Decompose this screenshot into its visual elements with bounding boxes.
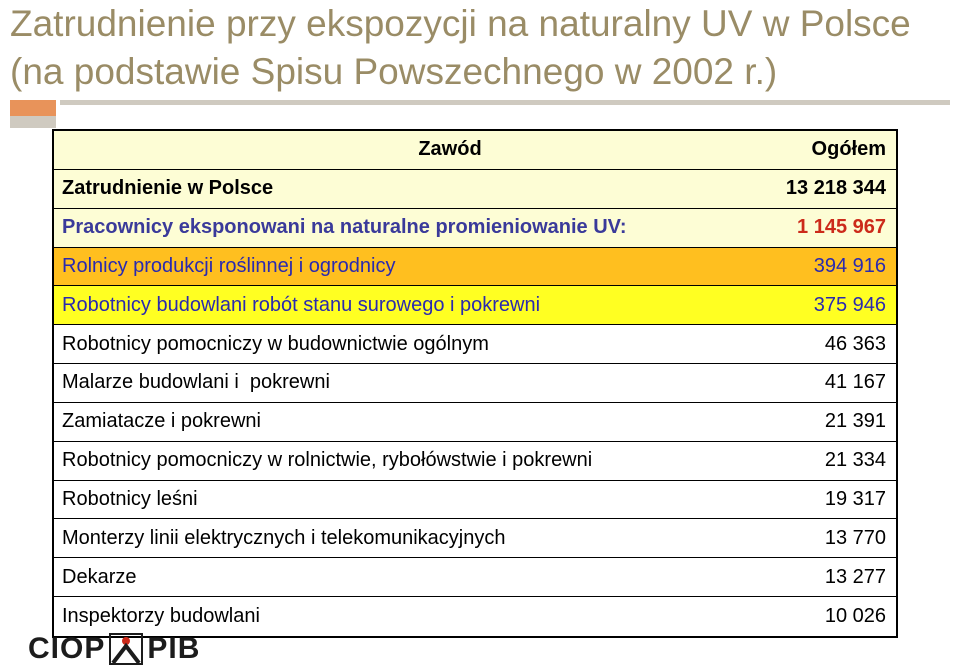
row-label: Robotnicy pomocniczy w budownictwie ogólnym: [62, 332, 489, 355]
row-value: 13 770: [824, 526, 886, 549]
table-row: [54, 286, 896, 325]
row-label: Zamiatacze i pokrewni: [62, 410, 261, 433]
row-value: 10 026: [824, 605, 886, 628]
logo-text-left: CIOP: [28, 632, 106, 665]
row-label: Inspektorzy budowlani: [62, 605, 260, 628]
row-value: 13 218 344: [785, 177, 886, 200]
row-label: Robotnicy leśni: [62, 488, 198, 511]
row-label: Robotnicy budowlani robót stanu surowego i pokrewni: [62, 293, 541, 316]
table-row: [54, 403, 896, 442]
table-row: [54, 519, 896, 558]
table-row: [54, 558, 896, 597]
ciop-pib-logo: [28, 632, 200, 666]
slide-title-line-2: (na podstawie Spisu Powszechnego w 2002 r.): [10, 51, 778, 92]
row-value: 13 277: [824, 565, 886, 588]
slide-title-line-1: Zatrudnienie przy ekspozycji na naturalny UV w Polsce: [10, 3, 911, 44]
row-value: 21 334: [824, 449, 886, 472]
ciop-pib-emblem-icon: [109, 633, 143, 665]
row-label: Malarze budowlani i pokrewni: [62, 371, 330, 394]
row-label: Zatrudnienie w Polsce: [62, 177, 274, 200]
row-label: Robotnicy pomocniczy w rolnictwie, rybołówstwie i pokrewni: [62, 449, 593, 472]
row-label: Pracownicy eksponowani na naturalne promieniowanie UV:: [62, 216, 627, 239]
column-header-total: Ogółem: [811, 138, 886, 161]
table-row: [54, 597, 896, 636]
table-row: [54, 364, 896, 403]
table-row-total-employment: [54, 170, 896, 209]
row-label: Dekarze: [62, 565, 137, 588]
table-header-row: [54, 131, 896, 170]
row-value: 19 317: [824, 488, 886, 511]
table-row: [54, 481, 896, 520]
row-value: 394 916: [813, 254, 886, 277]
column-header-occupation: Zawód: [418, 138, 482, 161]
row-value: 375 946: [813, 293, 886, 316]
table-row: [54, 442, 896, 481]
row-value: 1 145 967: [797, 216, 886, 239]
row-value: 21 391: [824, 410, 886, 433]
row-label: Monterzy linii elektrycznych i telekomunikacyjnych: [62, 526, 506, 549]
row-value: 41 167: [824, 371, 886, 394]
row-label: Rolnicy produkcji roślinnej i ogrodnicy: [62, 254, 396, 277]
decorative-orange-block: [10, 100, 56, 116]
table-row-exposed-workers: [54, 209, 896, 248]
logo-text-right: PIB: [147, 632, 201, 665]
table-row: [54, 325, 896, 364]
row-value: 46 363: [824, 332, 886, 355]
table-row: [54, 248, 896, 287]
employment-table: [52, 129, 898, 638]
slide-title: [10, 0, 950, 96]
decorative-divider-bar: [60, 100, 950, 105]
decorative-gray-block: [10, 116, 56, 128]
